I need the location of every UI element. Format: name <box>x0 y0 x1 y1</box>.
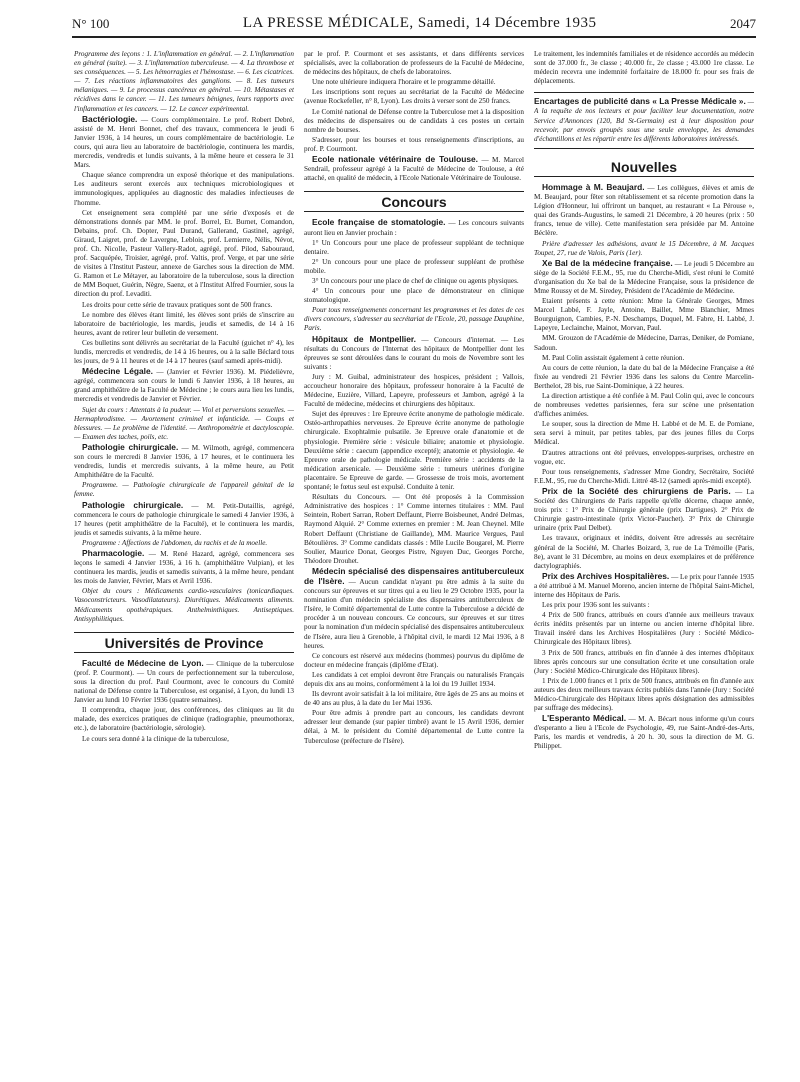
section-heading: L'Esperanto Médical. <box>542 713 627 724</box>
paragraph-text: — Les concours suivants auront lieu en Janvier prochain : <box>304 219 524 237</box>
paragraph-text: — Le jeudi 5 Décembre au siège de la Société F.E.M., 95, rue du Cherche-Midi, s'est réuni le Comité d'organisation du Xe bal de la Médecine Française, sous la présidence de Mme Roussy et de M. Siredey, Président de l'Académie de Médecine. <box>534 259 754 295</box>
paragraph: Le Comité national de Défense contre la Tuberculose met à la disposition des médecins de dispensaires ou de candidats à ces postes un certain nombre de bourses. <box>304 107 524 134</box>
paragraph: 1° Un Concours pour une place de professeur suppléant de technique dentaire. <box>304 238 524 256</box>
paragraph <box>534 259 754 296</box>
paragraph: Etaient présents à cette réunion: Mme la Générale Georges, Mmes Marcel Labbé, F. Jayle, Antoine, Baillet, Mme Blanchier, Mmes Bourguignon, Cambies, P.-N. Deschamps, Duquel, M. Fabre, H. Labbé, J. Lapeyre, Leclainche, Mainot, Morvan, Paul. <box>534 297 754 333</box>
section-heading: Hommage à M. Beaujard. <box>542 181 645 192</box>
paragraph: Cet enseignement sera complété par une série d'exposés et de démonstrations donnés par MM. le prof. Borrel, Et. Burnet, Comandon, Debains, prof. Ch. Dopter, Paul Durand, Gallerand, Gastinel, agrégé, Giraud, Laigret, prof. de Lavergne, Leblois, prof. Lemierre, Nélis, Névot, prof. Ch. Nicolle, Pasteur Vallery-Radot, agrégé, prof. Pilod, Sabouraud, prof. Sacquépée, Troisier, agrégé, prof. Valtis, prof. Verge, et par une série de visites à l'Institut Pasteur, annexe de Garches sous la direction de MM. G. Ramon et Le Métayer, au laboratoire de la tuberculose, sous la direction de MM Boquet, Guérin, Nègre, Saenz, et à l'Institut Alfred Fournier, sous la direction du prof. Levaditi. <box>74 208 294 299</box>
paragraph: Objet du cours : Médicaments cardio-vasculaires (tonicardiaques. Vasoconstricteurs. Vasodilatateurs). Diurétiques. Médicaments aliments. Médicaments opothérapiques. Anthelminthiques. Antiseptiques. Antisyphilitiques. <box>74 587 294 623</box>
paragraph: Les travaux, originaux et inédits, doivent être adressés au secrétaire général de la Société, M. Charles Boizard, 3, rue de La Trémoille (Paris, 8e), avant le 31 Décembre, au moins en deux exemplaires et de préférence dactylographiés. <box>534 534 754 570</box>
paragraph: Ils devront avoir satisfait à la loi militaire, être âgés de 25 ans au moins et de 40 ans au plus, à la date du 1er Mai 1936. <box>304 690 524 708</box>
paragraph: Programme. — Pathologie chirurgicale de l'appareil génital de la femme. <box>74 481 294 499</box>
paragraph: Une note ultérieure indiquera l'horaire et le programme détaillé. <box>312 78 496 87</box>
paragraph: M. Paul Colin assistait également à cette réunion. <box>542 353 685 362</box>
paragraph-text: — A la requête de nos lecteurs et pour faciliter leur documentation, notre Service d'Annonces (120, Bd St-Germain) est à leur disposition pour recevoir, par envois groupés sous une seule enveloppe, les demandes d'échantillons et les répartir entre les différents laboratoires intéressés. <box>534 98 754 143</box>
page-header <box>72 12 756 38</box>
paragraph: Ces bulletins sont délivrés au secrétariat de la Faculté (guichet n° 4), les lundis, mercredis et vendredis, de 14 à 16 heures, ou à la salle Béclard tous les jours, de 9 à 11 heures et de 14 à 17 heures (sauf samedi après-midi). <box>74 338 294 366</box>
paragraph: Pour tous renseignements, s'adresser Mme Gondry, Secrétaire, Société F.E.M., 95, rue du Cherche-Midi. Littré 48-12 (samedi après-midi excepté). <box>534 467 754 485</box>
paragraph: 4 Prix de 500 francs, attribués en cours d'année aux meilleurs travaux écrits inédits présentés par un interne ou ancien interne d'hôpital libre. Travail inséré dans les Archives Hospitalières (Jury : Société Médico-Chirurgicale des Hôpitaux libres). <box>534 611 754 647</box>
paragraph-text: — Clinique de la tuberculose (prof. P. Courmont). — Un cours de perfectionnement sur la tuberculose, sous la direction du prof. Paul Courmont, avec le concours du Comité national de Défense contre la Tuberculose, est organisé, à Lyon, du lundi 13 Janvier au lundi 10 Février 1936 (quatre semaines). <box>74 659 294 705</box>
paragraph: S'adresser, pour les bourses et tous renseignements d'inscriptions, au prof. P. Courmont. <box>304 135 524 153</box>
paragraph: Programme des leçons : 1. L'inflammation en général. — 2. L'inflammation en général (suite). — 3. L'inflammation tuberculeuse. — 4. La thrombose et ses conséquences. — 5. Les hémorragies et l'hémostase. — 6. Les cicatrices. — 7. Les réactions inflammatoires des ganglions. — 8. Les tumeurs mélaniques. — 9. Le processus cancéreux en général. — 10. Métastases et récidives dans le cancer. — 11. Les tumeurs bénignes, leurs rapports avec l'inflammation et les cancers. — 12. Le cancer expérimental. <box>74 50 294 113</box>
paragraph: Le cours sera donné à la clinique de la tuberculose, <box>82 734 229 743</box>
paragraph-text: — Cours complémentaire. Le prof. Robert Debré, assisté de M. Henri Bonnet, chef des travaux, commencera le jeudi 6 Janvier 1936, à 14 heures, un cours complémentaire de bactériologie. Le cours, qui aura lieu au laboratoire de bactériologie, continuera les mardis, mercredis, vendredis et lundis suivants, à la même heure et cessera le 31 Mars. <box>74 115 294 170</box>
section-heading: Hôpitaux de Montpellier. <box>312 333 417 344</box>
section-heading: Encartages de publicité dans « La Presse Médicale ». <box>534 96 746 107</box>
paragraph: Jury : M. Guibal, administrateur des hospices, président ; Vallois, accoucheur honoraire des hôpitaux, professeur honoraire à la Faculté de Médecine, Euzière, Villard, Lapeyre, professeurs et Jambon, agrégé à la Faculté de médecine, médecins et chirurgiens des hôpitaux. <box>304 372 524 409</box>
paragraph: 1 Prix de 1.000 francs et 1 prix de 500 francs, attribués en fin d'année aux auteurs des deux meilleurs travaux écrits publiés dans l'année (Jury : Société Médico-Chirurgicale des Hôpitaux libres après désignation des admissibles par suffrage des médecins). <box>534 676 754 713</box>
paragraph: par le prof. P. Courmont et ses assistants, et dans différents services spécialisés, avec la collaboration de professeurs de la Faculté de Médecine, de médecins des hôpitaux, de chefs de laboratoires. <box>304 50 524 77</box>
paragraph <box>534 183 754 239</box>
paragraph <box>304 335 524 372</box>
paragraph: Pour être admis à prendre part au concours, les candidats devront adresser leur demande (sur papier timbré) avant le 15 Avril 1936, dernier délai, à M. le président du Comité départemental de Lutte contre la Tuberculose (préfecture de l'Isère). <box>304 709 524 745</box>
paragraph: Sujet des épreuves : 1re Epreuve écrite anonyme de pathologie médicale. Ostéo-arthropathies nerveuses. 2e Epreuve écrite anonyme de pathologie chirurgicale. Exophtalmie pulsatile. 3e Epreuve orale d'anatomie et de physiologie. Première série : vésicule biliaire; anatomie et physiologie. Deuxième série : caecum (appendice excepté); anatomie et physiologie. 4e Epreuve orale de pathologie médicale. Première série : accidents de la médication arsenicale. — Deuxième série : tumeurs utérines d'origine placentaire. 5e Epreuve de garde. — Grossesse de trois mois, avortement spontané; le fœtus seul est expulsé. Conduite à tenir. <box>304 410 524 492</box>
paragraph <box>304 567 524 651</box>
article-columns <box>74 50 754 1072</box>
paragraph <box>534 714 754 751</box>
section-heading: Xe Bal de la médecine française. <box>542 257 673 268</box>
paragraph <box>534 572 754 600</box>
column-3 <box>534 50 754 1072</box>
paragraph-text: — M. Wilmoth, agrégé, commencera son cours le mercredi 8 Janvier 1936, à 17 heures, et le continuera les vendredis, lundis et mercredis suivants, à la même heure, au Petit Amphithéâtre de la Faculté. <box>74 443 294 480</box>
paragraph: 3° Un concours pour une place de chef de clinique ou agents physiques. <box>312 276 519 285</box>
paragraph-text: — Aucun candidat n'ayant pu être admis à la suite du concours sur épreuves et sur titres qui a eu lieu le 29 Octobre 1935, pour la nomination d'un médecin spécialiste des dispensaires antituberculeux de l'Isère, le Comité départemental de Lutte contre la Tuberculose a décidé de procéder à un nouveau concours. Ce concours, sur épreuves et sur titres pour la nomination d'un médecin spécialisé des dispensaires antituberculeux de l'Isère, aura lieu à Grenoble, à l'hôpital civil, le mardi 12 Mai 1936, à 8 heures. <box>304 577 524 650</box>
paragraph: Les inscriptions sont reçues au secrétariat de la Faculté de Médecine (avenue Rockefeller, n° 8, Lyon). Les droits à verser sont de 250 francs. <box>304 88 524 106</box>
paragraph-text: — Le prix pour l'année 1935 a été attribué à M. Manuel Moreno, ancien interne de l'hôpital Saint-Michel, interne des Hôpitaux de Paris. <box>534 572 754 599</box>
section-title-nouvelles: Nouvelles <box>534 159 754 177</box>
section-heading: Ecole française de stomatologie. <box>312 217 446 228</box>
paragraph <box>74 549 294 586</box>
section-heading: Pathologie chirurgicale. <box>82 499 184 510</box>
column-2 <box>304 50 524 1072</box>
paragraph <box>74 443 294 480</box>
paragraph: Il comprendra, chaque jour, des conférences, des cliniques au lit du malade, des exercices pratiques de clinique (radiographie, pneumothorax, etc.), de laboratoire (bactériologie, sérologie). <box>74 706 294 733</box>
paragraph: Chaque séance comprendra un exposé théorique et des manipulations. Les auditeurs seront exercés aux techniques microbiologiques et immunologiques, appliquées au diagnostic des maladies infectieuses de l'homme. <box>74 171 294 207</box>
column-1 <box>74 50 294 1072</box>
paragraph: La direction artistique a été confiée à M. Paul Colin qui, avec le concours de nombreuses vedettes parisiennes, fera sur scène une présentation d'affiches animées. <box>534 392 754 419</box>
paragraph <box>74 659 294 705</box>
section-heading: Pathologie chirurgicale. <box>82 441 179 452</box>
paragraph: Sujet du cours : Attentats à la pudeur. — Viol et perversions sexuelles. — Hermaphrodisme. — Avortement criminel et infanticide. — Coups et blessures. — Le problème de l'identité. — Anthropométrie et dactyloscopie. — Examen des taches, poils, etc. <box>74 405 294 441</box>
paragraph: MM. Grouzon de l'Académie de Médecine, Darras, Deniker, de Pomiane, Sadoun. <box>534 334 754 352</box>
paragraph: 2° Un concours pour une place de professeur suppléant de prothèse mobile. <box>304 257 524 275</box>
paragraph: 3 Prix de 500 francs, attribués en fin d'année à des internes d'hôpitaux libres après concours sur une consultation écrite et une consultation orale (Jury : Société Médico-Chirurgicale des Hôpitaux libres). <box>534 648 754 675</box>
paragraph: Les candidats à cet emploi devront être Français ou naturalisés Français depuis dix ans au moins, conformément à la loi du 19 Juillet 1934. <box>304 670 524 688</box>
page-number: 2047 <box>729 16 756 31</box>
journal-title: LA PRESSE MÉDICALE, Samedi, 14 Décembre 1935 <box>242 15 597 31</box>
section-heading: Faculté de Médecine de Lyon. <box>82 657 204 668</box>
paragraph-text: — La Société des Chirurgiens de Paris rappelle qu'elle décerne, chaque année, trois prix : 1° Prix de Chirurgie générale (prix Dartigues). 2° Prix de Chirurgie gastro-intestinale (prix Victor-Pauchet). 3° Prix de Chirurgie urinaire (prix Paul Delbet). <box>534 487 754 533</box>
paragraph-text: — Les collègues, élèves et amis de M. Beaujard, pour fêter son rétablissement et sa récente promotion dans la Légion d'Honneur, lui offriront un banquet, au restaurant « La Pérouse », quai des Grands-Augustins, le samedi 21 Décembre, à 20 heures (prix : 50 francs, tenue de ville). Cette manifestation sera présidée par M. Antoine Béclère. <box>534 183 754 238</box>
paragraph: 4° Un concours pour une place de démonstrateur en clinique stomatologique. <box>304 287 524 305</box>
section-heading: Prix des Archives Hospitalières. <box>542 570 670 581</box>
paragraph-text: — (Janvier et Février 1936). M. Piédelièvre, agrégé, commencera son cours le lundi 6 Janvier 1936, à 18 heures, au grand amphithéâtre de la Faculté de Médecine ; le cours aura lieu les lundis, mercredis et vendredis de Janvier et Février. <box>74 368 294 404</box>
section-title-universites: Universités de Province <box>74 632 294 653</box>
paragraph-text: — M. Petit-Dutaillis, agrégé, commencera le cours de pathologie chirurgicale le samedi 4 Janvier 1936, à 17 heures (petit amphithéâtre de la Faculté), et le continuera les mardis, jeudis et samedis suivants, à la même heure. <box>74 501 294 537</box>
paragraph <box>74 501 294 538</box>
section-heading: Bactériologie. <box>82 113 138 124</box>
paragraph-text: — M. René Hazard, agrégé, commencera ses leçons le samedi 4 Janvier 1936, à 16 h. (amphithéâtre Vulpian), et les continuera les mardis, jeudis et samedis suivants, à la même heure, pendant les mois de Janvier, Février, Mars et Avril 1936. <box>74 549 294 586</box>
advertising-notice <box>534 92 754 148</box>
paragraph: Le nombre des élèves étant limité, les élèves sont priés de s'inscrire au laboratoire de bactériologie, les mardis, jeudis et samedis, de 14 à 16 heures, avant de retirer leur bulletin de versement. <box>74 310 294 337</box>
section-heading: Pharmacologie. <box>82 547 145 558</box>
paragraph: Prière d'adresser les adhésions, avant le 15 Décembre, à M. Jacques Toupet, 27, rue de Valois, Paris (1er). <box>534 239 754 257</box>
paragraph: Pour tous renseignements concernant les programmes et les dates de ces divers concours, s'adresser au secrétariat de l'Ecole, 20, passage Dauphine, Paris. <box>304 306 524 333</box>
paragraph <box>74 115 294 171</box>
section-heading: Ecole nationale vétérinaire de Toulouse. <box>312 154 478 165</box>
paragraph <box>304 155 524 183</box>
paragraph: Le souper, sous la direction de Mme H. Labbé et de M. E. de Pomiane, sera servi à minuit, par petites tables, par des jeunes filles du Corps Médical. <box>534 420 754 447</box>
paragraph-text: — M. A. Bécart nous informe qu'un cours d'esperanto a lieu à l'Ecole de Psychologie, 49, rue Saint-André-des-Arts, Paris, les mardis et vendredis, à 20 h. 30, sous la direction de M. G. Philippet. <box>534 715 754 751</box>
paragraph: Résultats du Concours. — Ont été proposés à la Commission Administrative des hospices : 1° Comme internes titulaires : MM. Paul Seintein, Robert Sarran, Robert Deffaunt, Pierre Boisbeunet, André Delmas, Raymond Alquié. 2° Comme externes en premier : M. Jean Cheynel. Mlle Robert Deffaunt (Christiane de Gaillande), MM. Maurice Vergues, Paul Bétoulières. 3° Comme candidats classés : Mlle Lucile Bougarel, M. Pierre Soulier, Maurice Donat, Georges Pistre, Nguyen Duc, Georges Porche, Théodore Drouhet. <box>304 493 524 565</box>
paragraph-text: — M. Marcel Sendrail, professeur agrégé à la Faculté de Médecine de Toulouse, a été attaché, en qualité de médecin, à l'Ecole Nationale Vétérinaire de Toulouse. <box>304 156 524 183</box>
paragraph <box>74 367 294 404</box>
paragraph: Les prix pour 1936 sont les suivants : <box>542 601 650 610</box>
paragraph <box>304 218 524 237</box>
issue-number: N° 100 <box>72 16 110 31</box>
section-heading: Médecin spécialisé des dispensaires antituberculeux de l'Isère. <box>304 565 524 586</box>
section-heading: Médecine Légale. <box>82 366 153 377</box>
paragraph: Programme : Affections de l'abdomen, du rachis et de la moelle. <box>82 538 268 547</box>
paragraph: Au cours de cette réunion, la date du bal de la Médecine Française a été fixée au vendredi 21 Février 1936 dans les salons du Centre Marcelin-Berthelot, 28 bis, rue Saint-Dominique, à 22 heures. <box>534 363 754 390</box>
paragraph-text: — Concours d'internat. — Les résultats du Concours de l'Internat des hôpitaux de Montpellier dont les épreuves se sont déroulées dans le courant du mois de Novembre sont les suivants : <box>304 335 524 371</box>
section-title-concours: Concours <box>304 191 524 212</box>
paragraph: Les droits pour cette série de travaux pratiques sont de 500 francs. <box>82 300 273 309</box>
section-heading: Prix de la Société des chirurgiens de Paris. <box>542 485 731 496</box>
paragraph: Le traitement, les indemnités familiales et de résidence accordés au médecin sont de 37.000 fr., 3e classe ; 40.000 fr., 2e classe ; 43.000 1re classe. Le médecin recevra une indemnité forfaitaire de 18.000 fr. pour ses frais de déplacements. <box>534 50 754 86</box>
paragraph: Ce concours est réservé aux médecins (hommes) pourvus du diplôme de docteur en médecine français (diplôme d'Etat). <box>304 651 524 669</box>
paragraph: D'autres attractions ont été prévues, enveloppes-surprises, orchestre en vogue, etc. <box>534 448 754 466</box>
paragraph <box>534 487 754 533</box>
